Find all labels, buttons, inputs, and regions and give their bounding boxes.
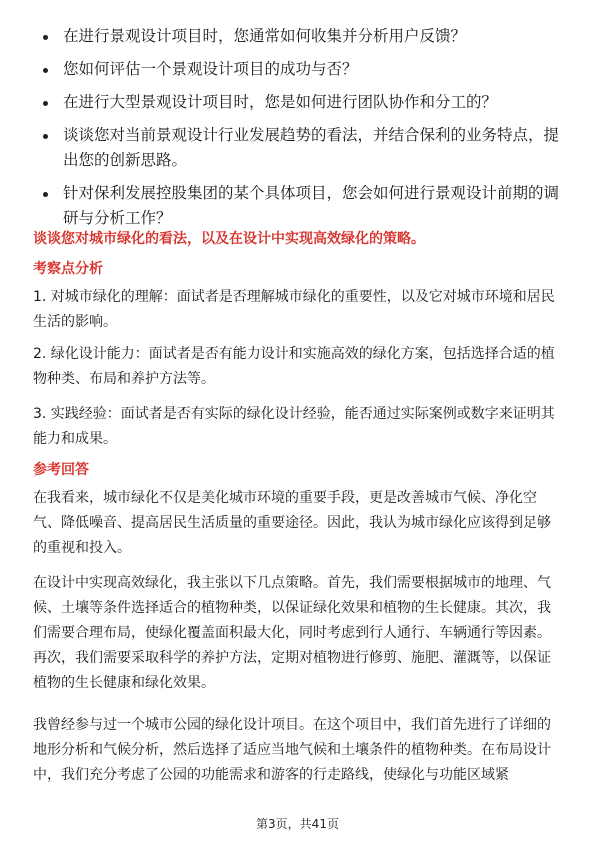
- analysis-heading: 考察点分析: [33, 261, 103, 277]
- answer-heading: 参考回答: [33, 462, 89, 478]
- bullet-item: 针对保利发展控股集团的某个具体项目，您会如何进行景观设计前期的调研与分析工作？: [33, 181, 563, 231]
- bullet-dot-icon: [43, 35, 48, 40]
- answer-paragraph: 在我看来，城市绿化不仅是美化城市环境的重要手段，更是改善城市气候、净化空气、降低噪音、提高居民生活质量的重要途径。因此，我认为城市绿化应该得到足够的重视和投入。: [33, 490, 551, 556]
- bullet-dot-icon: [43, 68, 48, 73]
- bullet-item: 您如何评估一个景观设计项目的成功与否？: [33, 57, 563, 82]
- bullet-dot-icon: [43, 134, 48, 139]
- bullet-item: 在进行大型景观设计项目时，您是如何进行团队协作和分工的？: [33, 90, 563, 115]
- question-bullet-list: [33, 24, 563, 239]
- analysis-item: 3. 实践经验：面试者是否有实际的绿化设计经验，能否通过实际案例或数字来证明其能力和成果。: [33, 406, 555, 447]
- bullet-dot-icon: [43, 192, 48, 197]
- answer-paragraph: 我曾经参与过一个城市公园的绿化设计项目。在这个项目中，我们首先进行了详细的地形分析和气候分析，然后选择了适应当地气候和土壤条件的植物种类。在布局设计中，我们充分考虑了公园的功能需求和游客的行走路线，使绿化与功能区域紧: [33, 717, 551, 783]
- bullet-dot-icon: [43, 101, 48, 106]
- interview-question-heading: 谈谈您对城市绿化的看法，以及在设计中实现高效绿化的策略。: [33, 231, 425, 247]
- bullet-item: 谈谈您对当前景观设计行业发展趋势的看法，并结合保利的业务特点，提出您的创新思路。: [33, 123, 563, 173]
- analysis-item: 1. 对城市绿化的理解：面试者是否理解城市绿化的重要性，以及它对城市环境和居民生活的影响。: [33, 289, 555, 330]
- page-number-footer: 第3页，共41页: [256, 817, 339, 831]
- bullet-item: 在进行景观设计项目时，您通常如何收集并分析用户反馈？: [33, 24, 563, 49]
- answer-paragraph: 在设计中实现高效绿化，我主张以下几点策略。首先，我们需要根据城市的地理、气候、土壤等条件选择适合的植物种类，以保证绿化效果和植物的生长健康。其次，我们需要合理布局，使绿化覆盖面积最大化，同时考虑到行人通行、车辆通行等因素。再次，我们需要采取科学的养护方法，定期对植物进行修剪、施肥、灌溉等，以保证植物的生长健康和绿化效果。: [33, 575, 551, 691]
- analysis-item: 2. 绿化设计能力：面试者是否有能力设计和实施高效的绿化方案，包括选择合适的植物种类、布局和养护方法等。: [33, 346, 555, 387]
